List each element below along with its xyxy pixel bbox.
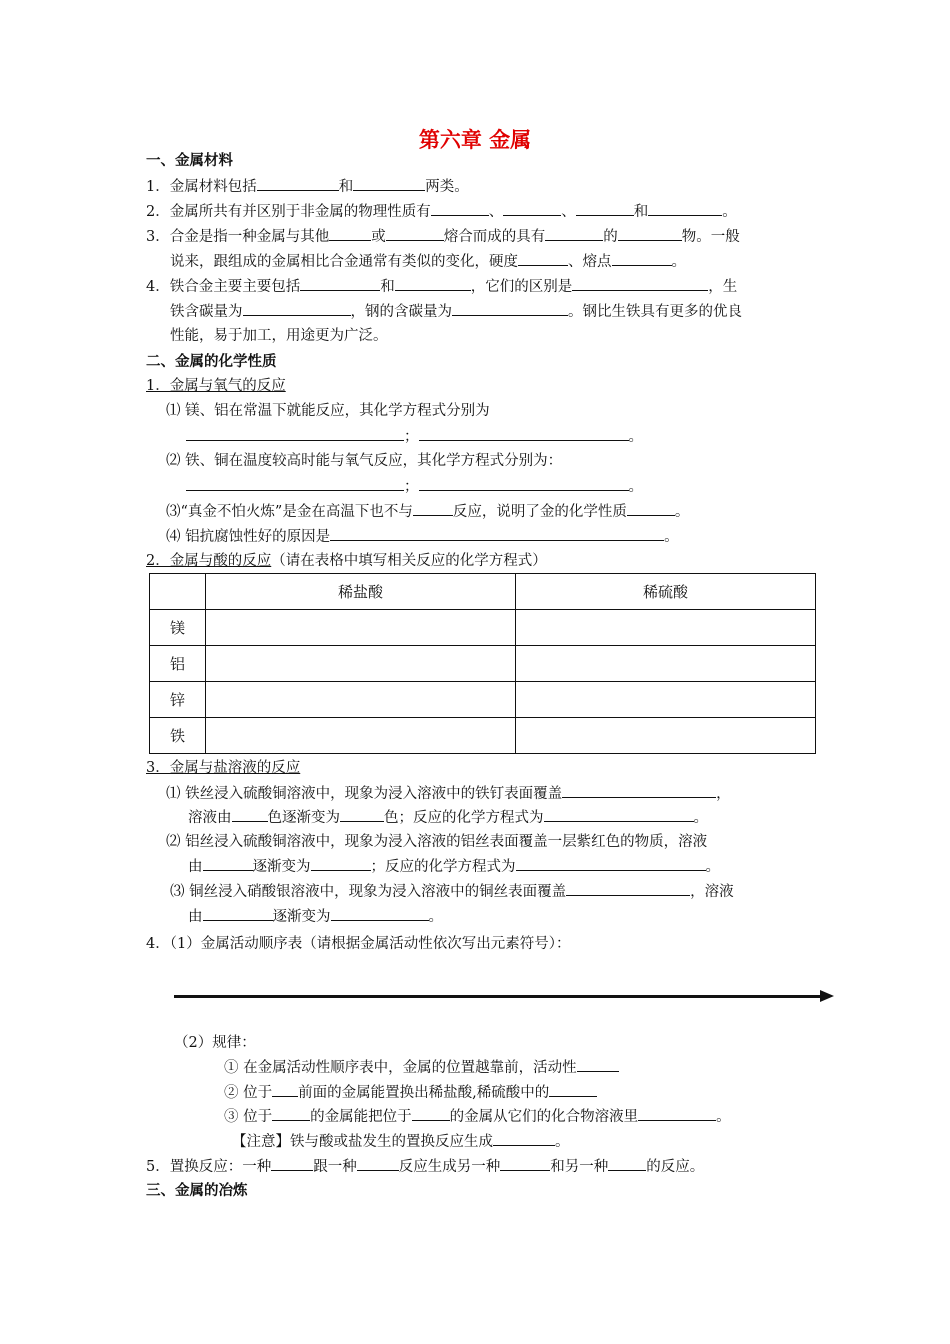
answer-blank[interactable]	[562, 782, 716, 798]
subheading-activity-series: 4．（1）金属活动顺序表（请根据金属活动性依次写出元素符号）：	[146, 936, 571, 952]
answer-blank[interactable]	[648, 200, 722, 216]
question-1: 1．金属材料包括 和 两类。	[146, 175, 469, 198]
answer-blank[interactable]	[452, 300, 568, 316]
table-header-row	[150, 574, 816, 610]
answer-blank[interactable]	[572, 275, 708, 291]
answer-blank[interactable]	[576, 200, 634, 216]
answer-blank[interactable]	[618, 225, 682, 241]
rule-2: ② 位于 前面的金属能置换出稀盐酸,稀硫酸中的	[224, 1081, 597, 1104]
rule-heading: （2）规律：	[174, 1035, 256, 1051]
answer-cell[interactable]	[516, 610, 816, 646]
equation-line-2: ； 。	[186, 475, 643, 498]
answer-blank[interactable]	[503, 200, 561, 216]
answer-blank[interactable]	[544, 806, 694, 822]
rule-1: ① 在金属活动性顺序表中，金属的位置越靠前，活动性	[224, 1056, 619, 1079]
question-5: 5．置换反应：一种 跟一种 反应生成另一种 和另一种 的反应。	[146, 1155, 704, 1178]
item-1-1: ⑴ 镁、铝在常温下就能反应，其化学方程式分别为	[166, 403, 490, 419]
row-label-aluminum: 铝	[150, 646, 206, 682]
answer-cell[interactable]	[516, 718, 816, 754]
question-4-line-1: 4．铁合金主要主要包括 和 ，它们的区别是 ，生	[146, 275, 737, 298]
section-heading-chemical-properties: 二、金属的化学性质	[146, 354, 277, 370]
answer-cell[interactable]	[206, 718, 516, 754]
item-1-3: ⑶“真金不怕火炼”是金在高温下也不与 反应，说明了金的化学性质 。	[166, 500, 689, 523]
answer-blank[interactable]	[638, 1105, 716, 1121]
answer-cell[interactable]	[516, 646, 816, 682]
answer-blank[interactable]	[330, 525, 664, 541]
table-row	[150, 718, 816, 754]
answer-blank[interactable]	[419, 425, 629, 441]
row-label-magnesium: 镁	[150, 610, 206, 646]
acid-reaction-table	[149, 573, 816, 754]
answer-blank[interactable]	[518, 250, 568, 266]
answer-blank[interactable]	[257, 175, 339, 191]
table-row	[150, 646, 816, 682]
answer-blank[interactable]	[549, 1081, 597, 1097]
answer-cell[interactable]	[206, 610, 516, 646]
answer-blank[interactable]	[413, 500, 453, 516]
answer-blank[interactable]	[203, 905, 273, 921]
answer-blank[interactable]	[353, 175, 425, 191]
answer-blank[interactable]	[271, 1155, 313, 1171]
column-header-h2so4: 稀硫酸	[516, 574, 816, 610]
activity-series-arrow	[174, 995, 822, 998]
answer-blank[interactable]	[431, 200, 489, 216]
answer-blank[interactable]	[627, 500, 675, 516]
item-3-3-line-2: 由 逐渐变为 。	[188, 905, 443, 928]
item-3-1-line-2: 溶液由 色逐渐变为 色；反应的化学方程式为 。	[188, 806, 708, 829]
answer-blank[interactable]	[272, 1105, 310, 1121]
answer-blank[interactable]	[386, 225, 444, 241]
rule-3: ③ 位于 的金属能把位于 的金属从它们的化合物溶液里 。	[224, 1105, 731, 1128]
answer-blank[interactable]	[203, 855, 253, 871]
answer-blank[interactable]	[395, 275, 471, 291]
item-3-2-line-1: ⑵ 铝丝浸入硫酸铜溶液中，现象为浸入溶液的铝丝表面覆盖一层紫红色的物质，溶液	[166, 834, 708, 850]
answer-blank[interactable]	[577, 1056, 619, 1072]
answer-blank[interactable]	[608, 1155, 646, 1171]
section-heading-metal-materials: 一、金属材料	[146, 153, 233, 169]
answer-blank[interactable]	[566, 880, 690, 896]
question-3-line-1: 3．合金是指一种金属与其他 或 熔合而成的具有 的 物。一般	[146, 225, 740, 248]
item-1-2: ⑵ 铁、铜在温度较高时能与氧气反应，其化学方程式分别为：	[166, 453, 563, 469]
answer-blank[interactable]	[493, 1130, 555, 1146]
column-header-hcl: 稀盐酸	[206, 574, 516, 610]
table-row	[150, 610, 816, 646]
answer-blank[interactable]	[500, 1155, 550, 1171]
answer-blank[interactable]	[516, 855, 706, 871]
equation-line-1: ； 。	[186, 425, 643, 448]
answer-blank[interactable]	[300, 275, 380, 291]
section-heading-smelting: 三、金属的冶炼	[146, 1183, 248, 1199]
answer-blank[interactable]	[412, 1105, 450, 1121]
answer-blank[interactable]	[419, 475, 629, 491]
item-3-1-line-1: ⑴ 铁丝浸入硫酸铜溶液中，现象为浸入溶液中的铁钉表面覆盖 ，	[166, 782, 731, 805]
question-4-line-2: 铁含碳量为 ，钢的含碳量为 。钢比生铁具有更多的优良	[170, 300, 742, 323]
answer-blank[interactable]	[232, 806, 268, 822]
answer-cell[interactable]	[516, 682, 816, 718]
answer-blank[interactable]	[545, 225, 603, 241]
answer-blank[interactable]	[186, 475, 404, 491]
answer-blank[interactable]	[340, 806, 384, 822]
subheading-metal-salt: 3．金属与盐溶液的反应	[146, 760, 301, 776]
answer-blank[interactable]	[243, 300, 351, 316]
row-label-zinc: 锌	[150, 682, 206, 718]
subheading-metal-oxygen: 1．金属与氧气的反应	[146, 378, 286, 394]
item-3-2-line-2: 由 逐渐变为 ；反应的化学方程式为 。	[188, 855, 720, 878]
item-3-3-line-1: ⑶ 铜丝浸入硝酸银溶液中，现象为浸入溶液中的铜丝表面覆盖 ，溶液	[170, 880, 734, 903]
arrow-head-icon	[820, 990, 834, 1002]
answer-blank[interactable]	[357, 1155, 399, 1171]
page-title: 第六章 金属	[418, 128, 532, 152]
answer-blank[interactable]	[329, 225, 371, 241]
note: 【注意】铁与酸或盐发生的置换反应生成 。	[232, 1130, 570, 1153]
item-1-4: ⑷ 铝抗腐蚀性好的原因是 。	[166, 525, 679, 548]
question-2: 2．金属所共有并区别于非金属的物理性质有 、 、 和 。	[146, 200, 737, 223]
answer-cell[interactable]	[206, 646, 516, 682]
answer-blank[interactable]	[612, 250, 672, 266]
question-3-line-2: 说来，跟组成的金属相比合金通常有类似的变化，硬度 、熔点 。	[170, 250, 686, 273]
answer-blank[interactable]	[272, 1081, 298, 1097]
answer-blank[interactable]	[331, 905, 429, 921]
subheading-metal-acid: 2．金属与酸的反应（请在表格中填写相关反应的化学方程式）	[146, 553, 547, 569]
question-4-line-3: 性能，易于加工，用途更为广泛。	[170, 328, 388, 344]
table-row	[150, 682, 816, 718]
answer-cell[interactable]	[206, 682, 516, 718]
row-label-iron: 铁	[150, 718, 206, 754]
answer-blank[interactable]	[186, 425, 404, 441]
answer-blank[interactable]	[311, 855, 371, 871]
